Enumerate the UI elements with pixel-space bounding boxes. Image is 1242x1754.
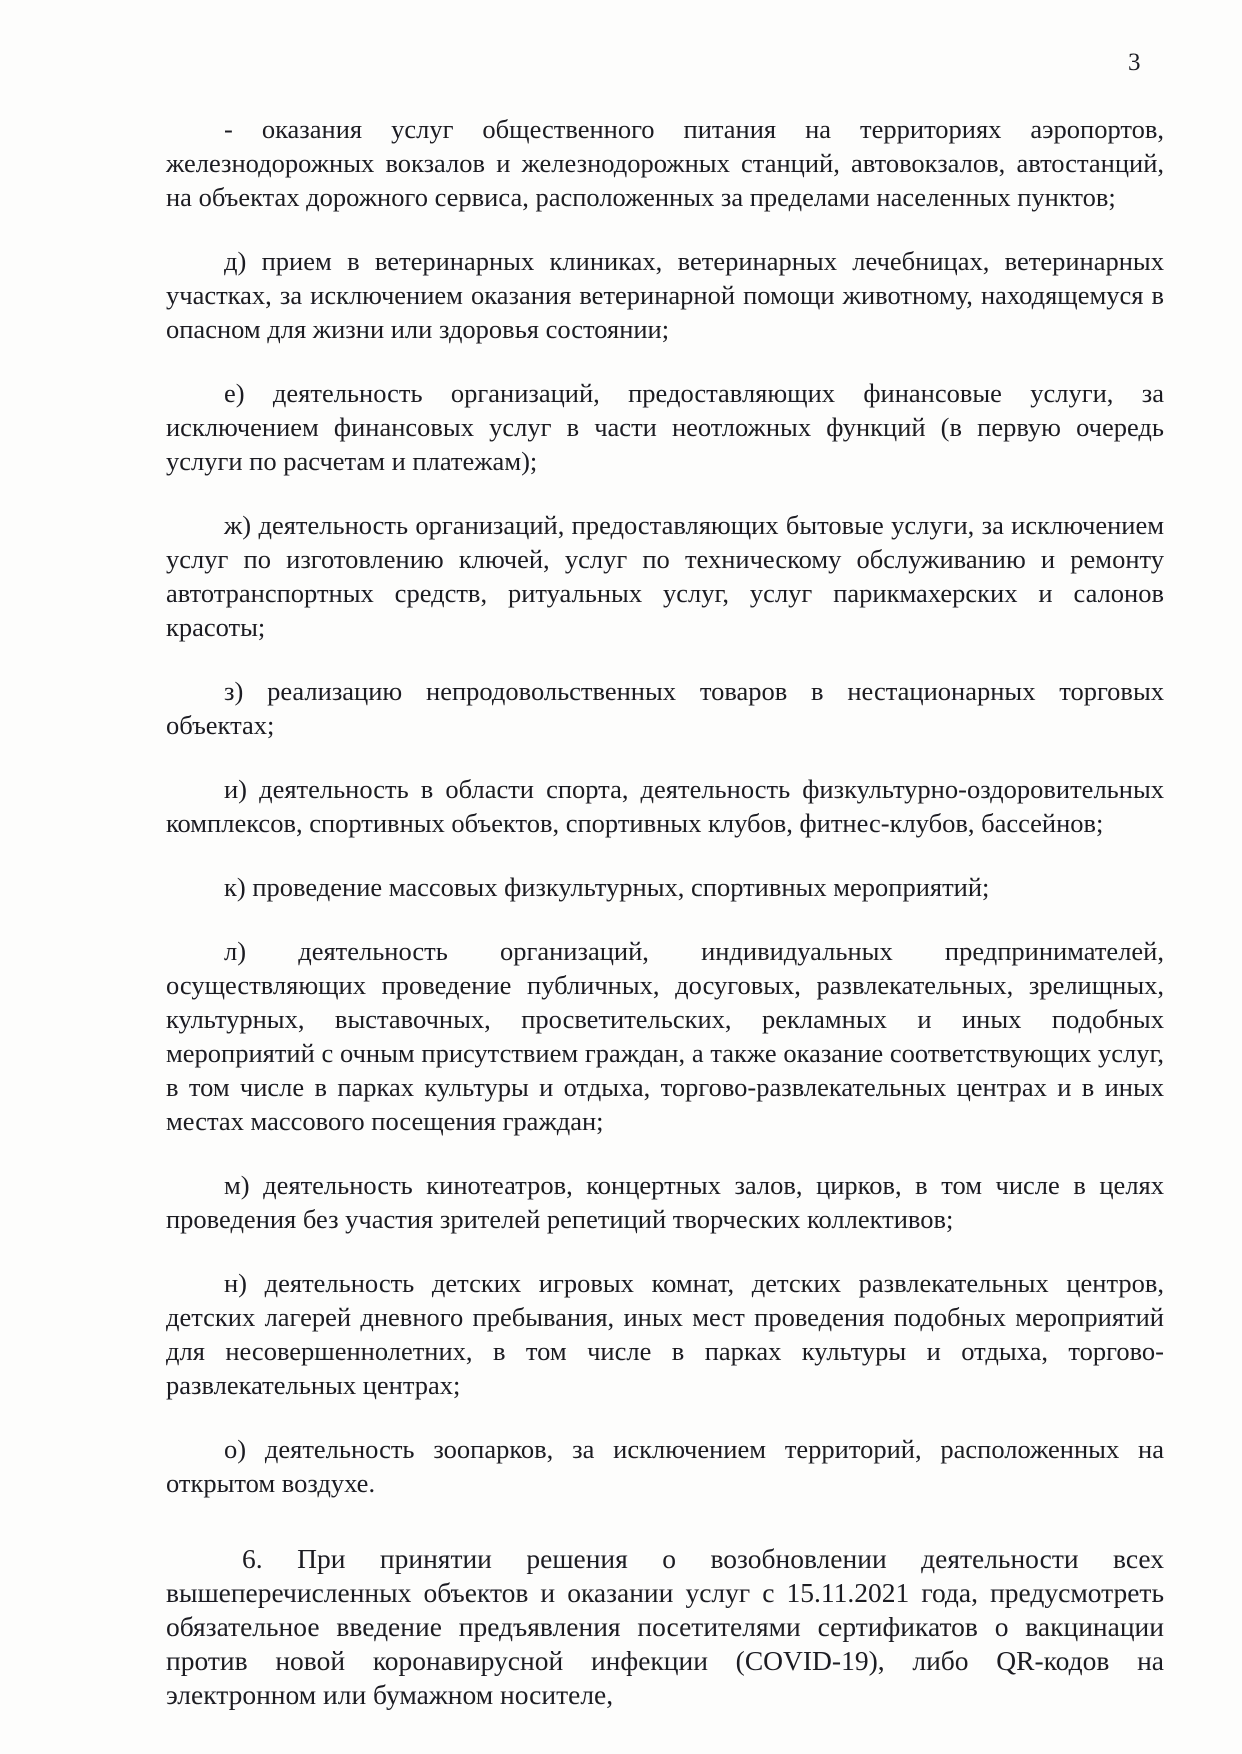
paragraph-i-sport: и) деятельность в области спорта, деятельность физкультурно-оздоровительных комплексов, спортивных объектов, спортивных клубов, фитнес-клубов, бассейнов; — [166, 774, 1164, 838]
paragraph-k-mass-events: к) проведение массовых физкультурных, спортивных мероприятий; — [224, 872, 990, 902]
paragraph-d-veterinary: д) прием в ветеринарных клиниках, ветеринарных лечебницах, ветеринарных участках, за исключением оказания ветеринарной помощи животному, находящемуся в опасном для жизни или здоровья состоянии; — [166, 246, 1164, 344]
paragraph-l-entertainment: л) деятельность организаций, индивидуальных предпринимателей, осуществляющих проведение публичных, досуговых, развлекательных, зрелищных, культурных, выставочных, просветительских, рекламных и иных подобных мероприятий с очным присутствием граждан, а также оказание соответствующих услуг, в том числе в парках культуры и отдыха, торгово-развлекательных центрах и в иных местах массового посещения граждан; — [166, 936, 1164, 1136]
document-body — [166, 112, 1164, 1742]
page-number: 3 — [1128, 49, 1141, 76]
paragraph-o-zoos: о) деятельность зоопарков, за исключением территорий, расположенных на открытом воздухе. — [166, 1434, 1164, 1498]
paragraph-6-resumption: 6. При принятии решения о возобновлении деятельности всех вышеперечисленных объектов и оказании услуг с 15.11.2021 года, предусмотреть обязательное введение предъявления посетителями сертификатов о вакцинации против новой коронавирусной инфекции (COVID-19), либо QR-кодов на электронном или бумажном носителе, — [166, 1543, 1164, 1710]
paragraph-catering: - оказания услуг общественного питания на территориях аэропортов, железнодорожных вокзалов и железнодорожных станций, автовокзалов, автостанций, на объектах дорожного сервиса, расположенных за пределами населенных пунктов; — [166, 114, 1164, 212]
paragraph-n-children: н) деятельность детских игровых комнат, детских развлекательных центров, детских лагерей дневного пребывания, иных мест проведения подобных мероприятий для несовершеннолетних, в том числе в парках культуры и отдыха, торгово-развлекательных центрах; — [166, 1268, 1164, 1400]
paragraph-zh-household: ж) деятельность организаций, предоставляющих бытовые услуги, за исключением услуг по изготовлению ключей, услуг по техническому обслуживанию и ремонту автотранспортных средств, ритуальных услуг, услуг парикмахерских и салонов красоты; — [166, 510, 1164, 642]
paragraph-e-financial: е) деятельность организаций, предоставляющих финансовые услуги, за исключением финансовых услуг в части неотложных функций (в первую очередь услуги по расчетам и платежам); — [166, 378, 1164, 476]
paragraph-z-non-food: з) реализацию непродовольственных товаров в нестационарных торговых объектах; — [166, 676, 1164, 740]
paragraph-m-cinemas: м) деятельность кинотеатров, концертных залов, цирков, в том числе в целях проведения без участия зрителей репетиций творческих коллективов; — [166, 1170, 1164, 1234]
